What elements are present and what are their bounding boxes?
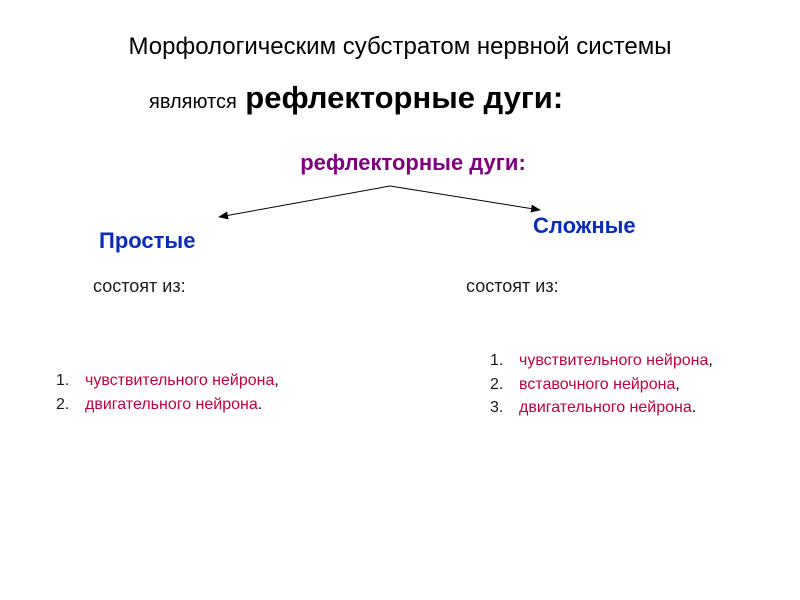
title-line-1: Морфологическим субстратом нервной системы — [128, 33, 672, 60]
list-item — [490, 349, 790, 373]
subtitle: рефлекторные дуги: — [300, 150, 526, 175]
list-item-text: чувствительного нейрона, — [519, 352, 713, 369]
complex-component-list — [490, 349, 790, 420]
simple-branch-title: Простые — [99, 228, 196, 253]
list-item-text: чувствительного нейрона, — [85, 372, 279, 389]
arrow-to-complex — [390, 186, 540, 210]
title-emphasis: рефлекторные дуги: — [245, 80, 564, 115]
simple-component-list — [56, 369, 376, 416]
list-item-number: 1. — [56, 372, 70, 389]
complex-branch-title: Сложные — [533, 213, 636, 238]
list-item-text: двигательного нейрона. — [85, 395, 263, 413]
list-item-text: вставочного нейрона, — [519, 375, 680, 393]
list-item — [56, 393, 376, 417]
list-item — [490, 373, 790, 397]
list-item — [490, 396, 790, 420]
list-item-text: двигательного нейрона. — [519, 399, 697, 416]
arrow-to-simple — [219, 186, 390, 217]
title-prefix: являются — [149, 91, 237, 113]
list-item-number: 1. — [490, 352, 504, 369]
list-item-number: 3. — [490, 399, 504, 416]
list-item-number: 2. — [56, 395, 70, 413]
complex-consists-label: состоят из: — [466, 276, 559, 296]
list-item — [56, 369, 376, 393]
list-item-number: 2. — [490, 375, 504, 393]
simple-consists-label: состоят из: — [93, 276, 186, 296]
